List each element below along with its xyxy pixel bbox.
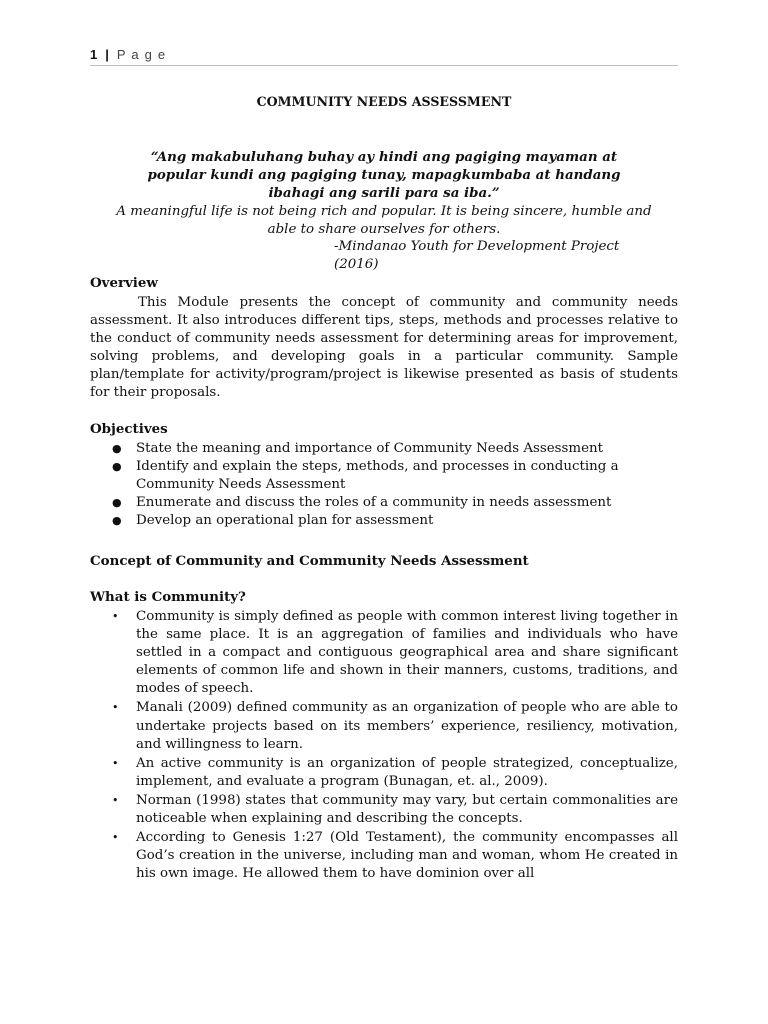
quote-line: “Ang makabuluhang buhay ay hindi ang pagiging mayaman at bbox=[150, 149, 618, 165]
objective-item: ● Identify and explain the steps, methods, and processes in conducting a Community Needs Assessment bbox=[112, 459, 619, 493]
community-definitions-list bbox=[90, 608, 678, 884]
objective-item: ● Enumerate and discuss the roles of a community in needs assessment bbox=[90, 494, 678, 512]
bullet-icon: ● bbox=[112, 460, 122, 474]
overview-heading: Overview bbox=[90, 275, 158, 291]
translation-line: A meaningful life is not being rich and popular. It is being sincere, humble and bbox=[116, 204, 652, 219]
attribution-line: (2016) bbox=[334, 257, 379, 272]
overview-paragraph: This Module presents the concept of community and community needs assessment. It also introduces different tips, steps, methods and processes relative to the conduct of community needs assessment for determining areas for improvement, solving problems, and developing goals in a particular community. Sample plan/template for activity/program/project is likewise presented as basis of students for their proposals. bbox=[90, 295, 678, 401]
bullet-icon: • bbox=[112, 831, 119, 845]
page-number: 1 bbox=[90, 47, 99, 62]
bullet-icon: • bbox=[112, 701, 119, 715]
bullet-icon: • bbox=[112, 793, 119, 807]
definition-item: • According to Genesis 1:27 (Old Testament), the community encompasses all God’s creation in the universe, including man and woman, whom He created in his own image. He allowed them to have dominion over all bbox=[112, 830, 678, 882]
definition-item: • Norman (1998) states that community may vary, but certain commonalities are noticeable when explaining and describing the concepts. bbox=[112, 792, 678, 827]
bullet-icon: ● bbox=[112, 496, 122, 510]
objective-item: ● State the meaning and importance of Community Needs Assessment bbox=[90, 440, 678, 458]
objectives-heading: Objectives bbox=[90, 421, 168, 437]
bullet-icon: • bbox=[112, 756, 119, 770]
objective-item: ● Develop an operational plan for assessment bbox=[90, 512, 678, 530]
page-separator: | bbox=[105, 47, 111, 62]
objectives-list bbox=[90, 440, 678, 530]
definition-item: • Manali (2009) defined community as an organization of people who are able to undertake projects based on its members’ experience, resiliency, motivation, and willingness to learn. bbox=[112, 700, 678, 752]
concept-heading: Concept of Community and Community Needs Assessment bbox=[90, 553, 529, 569]
filipino-quote bbox=[90, 148, 678, 202]
quote-line: ibahagi ang sarili para sa iba.” bbox=[268, 185, 500, 201]
what-is-community-heading: What is Community? bbox=[90, 589, 246, 605]
page-header bbox=[90, 47, 678, 62]
bullet-icon: • bbox=[112, 610, 119, 623]
quote-translation bbox=[90, 203, 678, 239]
bullet-icon: ● bbox=[112, 442, 122, 455]
page-label: P a g e bbox=[116, 47, 167, 62]
definition-item: • Community is simply defined as people with common interest living together in the same place. It is an aggregation of families and individuals who have settled in a compact and contiguous geographical area and share significant elements of common life and shown in their manners, customs, traditions, and modes of speech. bbox=[112, 609, 678, 697]
bullet-icon: ● bbox=[112, 514, 122, 528]
document-title: COMMUNITY NEEDS ASSESSMENT bbox=[256, 94, 512, 109]
header-divider bbox=[90, 65, 678, 66]
translation-line: able to share ourselves for others. bbox=[267, 222, 501, 237]
attribution-line: -Mindanao Youth for Development Project bbox=[334, 239, 620, 254]
definition-item: • An active community is an organization of people strategized, conceptualize, implement, and evaluate a program (Bunagan, et. al., 2009). bbox=[112, 755, 678, 789]
quote-line: popular kundi ang pagiging tunay, mapagkumbaba at handang bbox=[147, 167, 621, 183]
quote-attribution bbox=[334, 238, 664, 274]
